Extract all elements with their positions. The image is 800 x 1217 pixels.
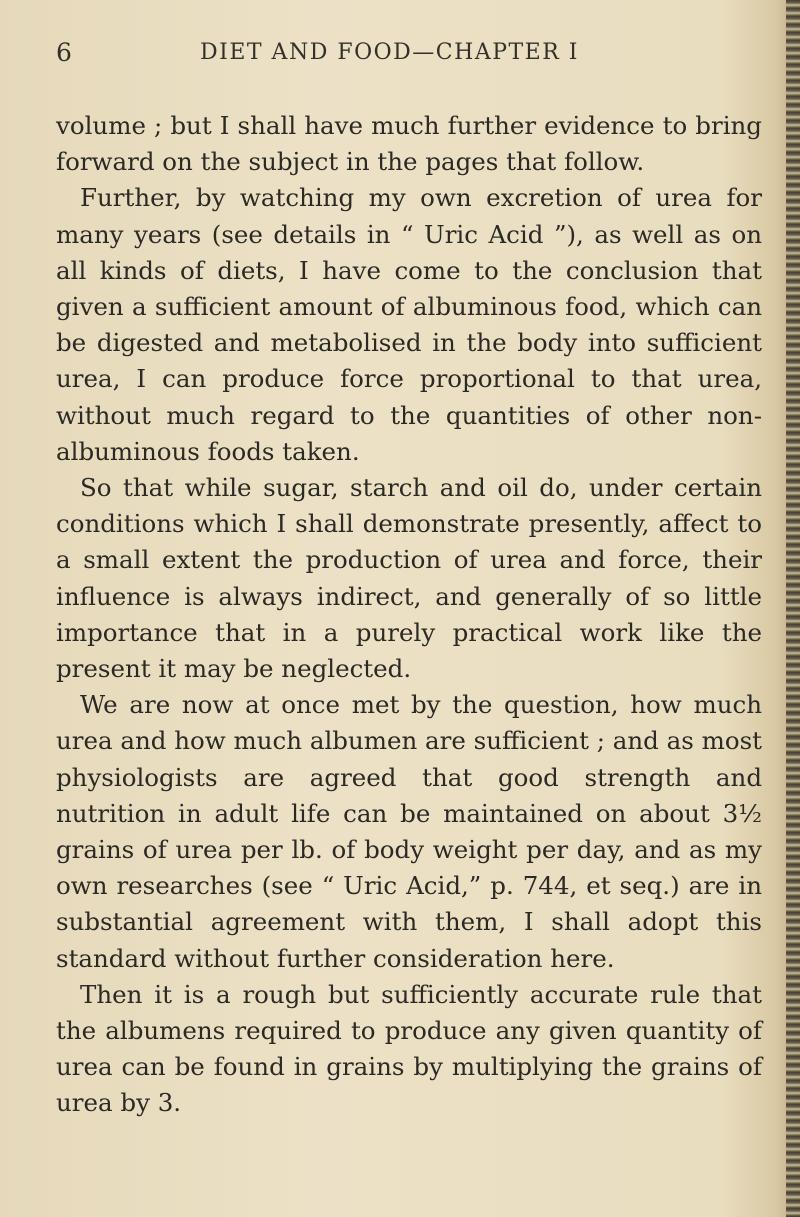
paragraph: So that while sugar, starch and oil do, under certain conditions which I shall demonstrate presently, affect to a small extent the production of urea and force, their influence is always indirect, and generally of so little importance that in a purely practical work like the present it may be neglected.: [56, 473, 762, 684]
paragraph: volume ; but I shall have much further evidence to bring forward on the subject in the pages that follow.: [56, 111, 762, 177]
paragraph: Then it is a rough but sufficiently accurate rule that the albumens required to produce any given quantity of urea can be found in grains by multiplying the grains of urea by 3.: [56, 979, 762, 1118]
running-title: DIET AND FOOD—CHAPTER I: [200, 40, 579, 65]
body-text: [56, 108, 762, 1122]
paragraph: Further, by watching my own excretion of urea for many years (see details in “ Uric Acid ”), as well as on all kinds of diets, I have come to the conclusion that given a sufficient amount of albuminous food, which can be digested and metabolised in the body into sufficient urea, I can produce force proportional to that urea, without much regard to the quantities of other non-albuminous foods taken.: [56, 183, 762, 466]
page-header: [0, 38, 800, 78]
page-number: 6: [56, 38, 72, 67]
page-edge: [786, 0, 800, 1217]
paragraph: We are now at once met by the question, how much urea and how much albumen are sufficient ; and as most physiologists are agreed that good strength and nutrition in adult life can be maintained on about 3½ grains of urea per lb. of body weight per day, and as my own researches (see “ Uric Acid,” p. 744, et seq.) are in substantial agreement with them, I shall adopt this standard without further consideration here.: [56, 690, 762, 973]
